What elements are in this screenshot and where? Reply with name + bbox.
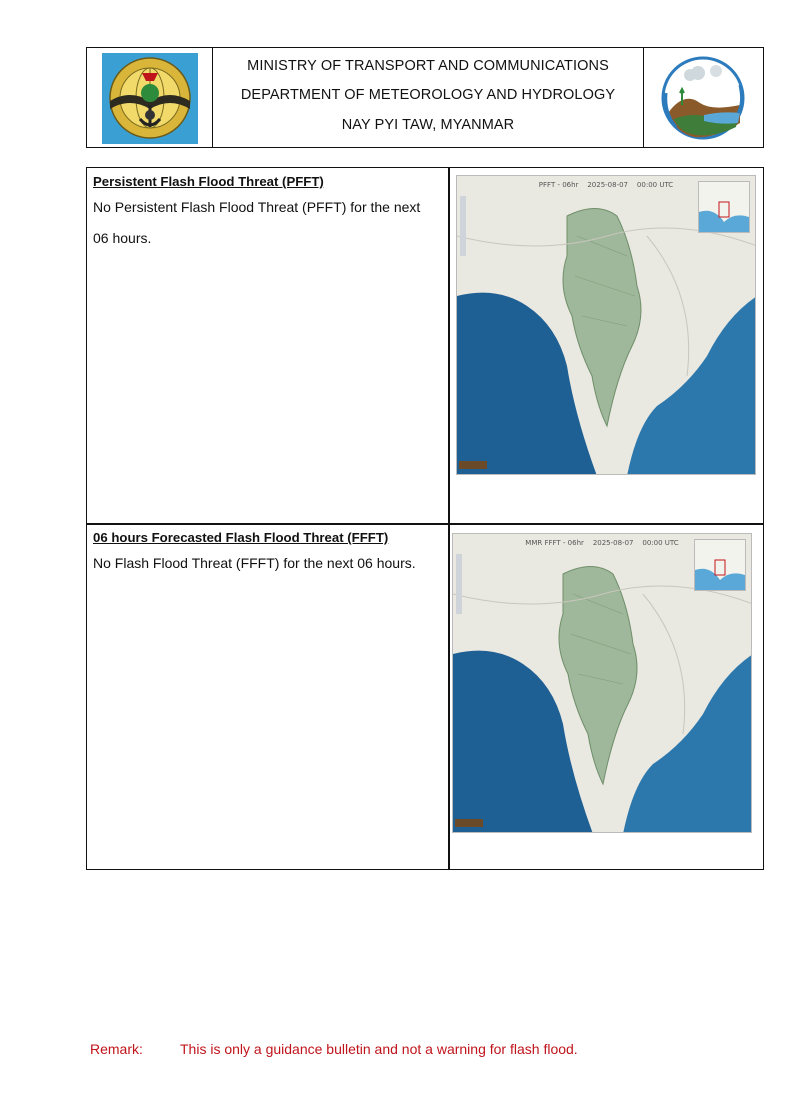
header-title-cell: [213, 48, 643, 147]
pfft-map-time: 00:00 UTC: [636, 181, 674, 189]
column-divider: [448, 168, 450, 869]
remark-label: Remark:: [90, 1041, 143, 1057]
pfft-text-line1: No Persistent Flash Flood Threat (PFFT) for the next: [93, 199, 421, 215]
pfft-map: [456, 175, 756, 475]
pfft-title: Persistent Flash Flood Threat (PFFT): [93, 174, 324, 189]
remark-text: This is only a guidance bulletin and not a warning for flash flood.: [180, 1041, 578, 1057]
ministry-name: MINISTRY OF TRANSPORT AND COMMUNICATIONS: [247, 58, 609, 74]
pfft-map-date: 2025-08-07: [587, 181, 629, 189]
header-table: [86, 47, 764, 148]
row-divider: [87, 523, 763, 525]
ffft-locator-inset: [694, 539, 746, 591]
pfft-text-line2: 06 hours.: [93, 230, 152, 246]
ffft-text-line1: No Flash Flood Threat (FFFT) for the next 06 hours.: [93, 555, 416, 571]
department-name: DEPARTMENT OF METEOROLOGY AND HYDROLOGY: [240, 87, 616, 103]
ffft-map-date: 2025-08-07: [592, 539, 634, 547]
ffft-title: 06 hours Forecasted Flash Flood Threat (FFFT): [93, 530, 389, 545]
header-left-cell: [87, 48, 213, 147]
pfft-locator-inset: [698, 181, 750, 233]
header-right-cell: [643, 48, 763, 147]
dmh-logo: [654, 53, 752, 143]
ministry-emblem-logo: [102, 53, 198, 144]
ffft-map: [452, 533, 752, 833]
pfft-map-product: PFFT - 06hr: [538, 181, 579, 189]
location: NAY PYI TAW, MYANMAR: [341, 117, 515, 133]
ffft-map-time: 00:00 UTC: [642, 539, 679, 547]
flood-threat-table: [86, 167, 764, 870]
ffft-map-product: MMR FFFT - 06hr: [525, 539, 584, 547]
